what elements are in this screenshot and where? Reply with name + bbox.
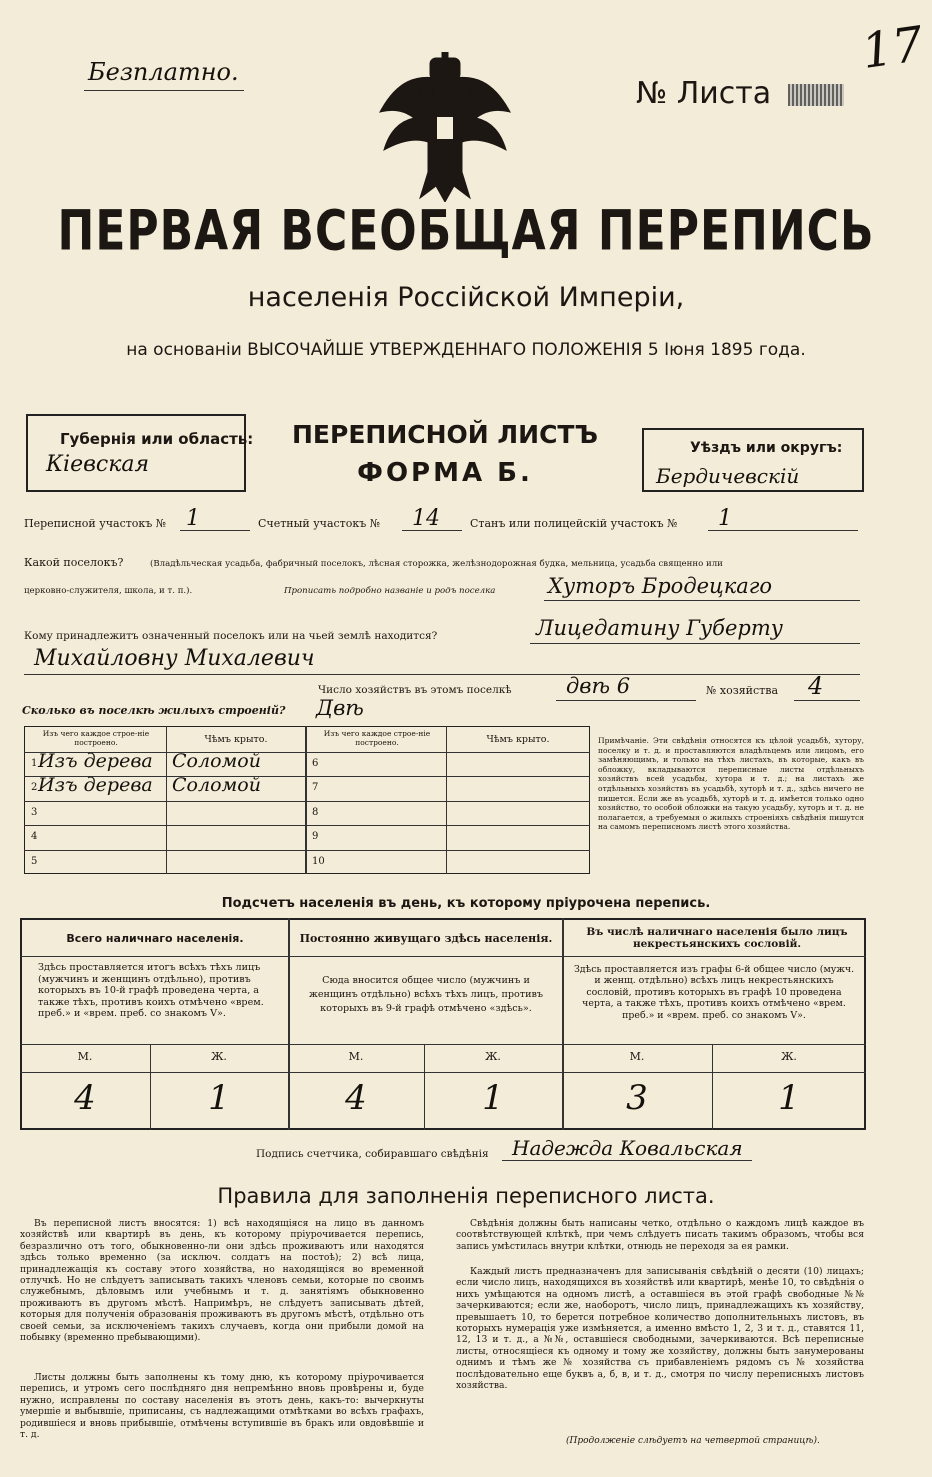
police-area-label-text: Станъ или полицейскій участокъ №	[470, 517, 678, 530]
buildings-label: Сколько въ поселкѣ жилыхъ строеній?	[22, 704, 286, 717]
sheet-number-stamp	[788, 84, 844, 106]
building-roof: Соломой	[172, 774, 261, 797]
tally-value: 1	[208, 1078, 230, 1118]
building-material: Изъ дерева	[38, 750, 153, 772]
households-value: двѣ 6	[566, 674, 631, 698]
male-header: М.	[348, 1050, 364, 1063]
rules-right-paragraph-2: Каждый листъ предназначенъ для записыванія свѣдѣній о десяти (10) лицахъ; если число лицъ, находящихся въ хозяйствѣ или квартирѣ, менѣе 10, то свѣдѣнія о нихъ умѣщаются на одномъ листѣ, а оставшіеся въ этой графѣ свободные №№ зачеркиваются; если же, наоборотъ, число лицъ, принадлежащихъ къ хозяйству, превышаетъ 10, то берется потребное количество дополнительныхъ листовъ, въ которыхъ нумерація уже измѣняется, а именно вмѣсто 1, 2, 3 и т. д., ставятся 11, 12, 13 и т. д., а №№, оставшіеся свободными, зачеркиваются. Всѣ переписные листы, относящіеся къ одному и тому же хозяйству, должны быть занумерованы однимъ и тѣмъ же № хозяйства съ прибавленіемъ рядомъ съ № хозяйства послѣдовательно еще буквъ а, б, в, и т. д., смотря по числу переписныхъ листовъ хозяйства.	[456, 1266, 864, 1392]
tally-col1-title: Всего наличнаго населенія.	[66, 932, 244, 945]
owner-value-1: Лицедатину Губерту	[536, 616, 783, 640]
settlement-value: Хуторъ Бродецкаго	[548, 574, 773, 598]
census-area-value: 1	[186, 506, 200, 531]
rules-left-paragraph-1: Въ переписной листъ вносятся: 1) всѣ находящіяся на лицо въ данномъ хозяйствѣ или квартирѣ въ день, къ которому пріурочивается перепись, безразлично отъ того, обыкновенно-ли они здѣсь проживаютъ или находятся здѣсь только временно (за исключ. солдатъ на постоѣ); 2) всѣ лица, принадлежащія къ составу этого хозяйства, но находящіяся во временной отлучкѣ. Но не слѣдуетъ записывать такихъ членовъ семьи, которые по своимъ служебнымъ, дѣловымъ или учебнымъ и т. д. занятіямъ обыкновенно проживаютъ въ другомъ мѣстѣ. Напримѣръ, не слѣдуетъ записывать дѣтей, которыя для полученія образованія проживаютъ въ другомъ мѣстѣ, отдѣльно отъ своей семьи, за исключеніемъ такихъ случаевъ, когда они прибыли домой на побывку (временно пребывающими).	[20, 1218, 424, 1344]
building-roof: Соломой	[172, 750, 261, 772]
building-material: Изъ дерева	[38, 774, 153, 797]
female-header: Ж.	[781, 1050, 797, 1063]
census-title: ПЕРВАЯ ВСЕОБЩАЯ ПЕРЕПИСЬ	[57, 199, 875, 264]
tally-col3-desc: Здѣсь проставляется изъ графы 6-й общее число (мужч. и женщ. отдѣльно) всѣхъ лицъ некрестьянскихъ сословій, противъ которыхъ въ графѣ 10 проведена черта, а также тѣхъ, противъ коихъ отмѣчено «врем. преб.» и «врем. преб. со знакомъ V».	[573, 964, 855, 1021]
governorate-label: Губернія или область:	[60, 430, 254, 448]
rules-left-paragraph-2: Листы должны быть заполнены къ тому дню, къ которому пріурочивается перепись, и утромъ сего послѣдняго дня непремѣнно вновь провѣрены и, буде нужно, исправлены по составу населенія въ этотъ день, какъ-то: вычеркнуты умершіе и выбывшіе, приписаны, съ надлежащими отмѣтками во всѣхъ графахъ, родившіеся и вновь прибывшіе, отмѣчены вступившіе въ бракъ или овдовѣвшіе и т. д.	[20, 1372, 424, 1441]
households-label: Число хозяйствъ въ этомъ поселкѣ	[318, 684, 512, 696]
tally-value: 4	[345, 1078, 367, 1118]
building-row-number-right: 10	[312, 855, 325, 867]
left-col-roof-header: Чѣмъ крыто.	[204, 734, 268, 745]
male-header: М.	[629, 1050, 645, 1063]
household-number-label: № хозяйства	[706, 684, 778, 697]
census-area-label: Переписной участокъ №	[24, 517, 167, 530]
signature-label: Подпись счетчика, собиравшаго свѣдѣнія	[256, 1148, 489, 1160]
free-underline	[84, 90, 244, 91]
female-header: Ж.	[485, 1050, 501, 1063]
building-row-number: 5	[31, 855, 38, 867]
counting-area-value: 14	[412, 506, 440, 531]
female-header: Ж.	[211, 1050, 227, 1063]
tally-value: 1	[778, 1078, 800, 1118]
signature-value: Надежда Ковальская	[512, 1136, 743, 1160]
building-row-number: 2	[31, 782, 38, 794]
counting-area-label: Счетный участокъ №	[258, 517, 381, 530]
household-number-value: 4	[808, 672, 824, 700]
settlement-question: Какой поселокъ?	[24, 556, 124, 569]
settlement-hint-2: церковно-служителя, школа, и т. п.).	[24, 586, 193, 596]
settlement-hint-1: (Владѣльческая усадьба, фабричный поселокъ, лѣсная сторожка, желѣзнодорожная будка, мельница, усадьба священно или	[150, 559, 723, 569]
tally-heading: Подсчетъ населенія въ день, къ которому пріурочена перепись.	[221, 896, 711, 911]
building-row-number: 1	[31, 758, 38, 769]
corner-number: 17	[858, 16, 927, 80]
form-title: ПЕРЕПИСНОЙ ЛИСТЪ	[292, 420, 598, 449]
rules-continued: (Продолженіе слѣдуетъ на четвертой страницѣ).	[566, 1436, 820, 1446]
tally-col3-title: Въ числѣ наличнаго населенія было лицъ некрестьянскихъ сословій.	[586, 926, 848, 950]
building-row-number: 4	[31, 831, 38, 843]
district-value: Бердичевскій	[656, 464, 800, 488]
tally-value: 1	[482, 1078, 504, 1118]
census-basis: на основаніи ВЫСОЧАЙШЕ УТВЕРЖДЕННАГО ПОЛОЖЕНІЯ 5 Іюня 1895 года.	[126, 340, 806, 360]
district-label: Уѣздъ или округъ:	[690, 440, 843, 456]
sheet-number-label: № Листа	[636, 76, 772, 111]
rules-title: Правила для заполненія переписного листа.	[217, 1184, 715, 1208]
building-row-number: 3	[31, 806, 38, 818]
tally-col2-desc: Сюда вносится общее число (мужчинъ и женщинъ отдѣльно) всѣхъ тѣхъ лицъ, противъ которыхъ въ 9-й графѣ отмѣчено «здѣсь».	[309, 975, 543, 1014]
form-name: ФОРМА Б.	[357, 458, 533, 488]
owner-value-2: Михайловну Михалевич	[34, 646, 315, 671]
tally-value: 4	[74, 1078, 96, 1118]
building-row-number-right: 6	[312, 758, 319, 769]
census-subtitle: населенія Россійской Имперіи,	[247, 282, 685, 313]
right-col-material-header: Изъ чего каждое строе-ніе построено.	[323, 729, 431, 747]
police-area-value: 1	[718, 506, 732, 531]
imperial-eagle-icon	[376, 52, 514, 202]
tally-value: 3	[626, 1078, 648, 1118]
buildings-note: Примѣчаніе. Эти свѣдѣнія относятся къ цѣлой усадьбѣ, хутору, поселку и т. д. и проставляются владѣльцемъ или лицомъ, его замѣняющимъ, и только на тѣхъ листахъ, въ которые, какъ въ обложку, вкладываются переписные листы отдѣльныхъ хозяйствъ всей усадьбы, хутора и т. д.; на листахъ же отдѣльныхъ хозяйствъ въ усадьбѣ, хуторѣ и т. д., здѣсь ничего не пишется. Если же въ усадьбѣ, хуторѣ и т. д. имѣется только одно хозяйство, то особой обложки на такую усадьбу, хуторъ и т. д. не полагается, а требуемыя о жилыхъ строеніяхъ свѣдѣнія пишутся на самомъ переписномъ листѣ этого хозяйства.	[598, 736, 864, 832]
owner-question: Кому принадлежитъ означенный поселокъ или на чьей землѣ находится?	[24, 630, 438, 642]
left-col-material-header: Изъ чего каждое строе-ніе построено.	[42, 729, 150, 747]
rules-right-paragraph-1: Свѣдѣнія должны быть написаны четко, отдѣльно о каждомъ лицѣ каждое въ соотвѣтствующей клѣткѣ, при чемъ слѣдуетъ писать такимъ образомъ, чтобы вся запись умѣстилась внутри клѣтки, отнюдь не переходя за ея рамки.	[456, 1218, 864, 1252]
governorate-value: Кіевская	[46, 452, 150, 477]
settlement-hint-3: Прописать подробно названіе и родъ поселка	[284, 586, 496, 596]
building-row-number-right: 9	[312, 831, 319, 843]
tally-col1-desc: Здѣсь проставляется итогъ всѣхъ тѣхъ лицъ (мужчинъ и женщинъ отдѣльно), противъ которыхъ въ 10-й графѣ проведена черта, а также тѣхъ, противъ коихъ отмѣчено «врем. преб.» и «врем. преб. со знакомъ V».	[38, 962, 264, 1020]
buildings-value: Двѣ	[316, 696, 364, 720]
free-label: Безплатно.	[88, 58, 239, 86]
tally-col2-title: Постоянно живущаго здѣсь населенія.	[299, 932, 553, 945]
building-row-number-right: 8	[312, 806, 319, 818]
male-header: М.	[77, 1050, 93, 1063]
building-row-number-right: 7	[312, 782, 319, 794]
right-col-roof-header: Чѣмъ крыто.	[486, 734, 550, 745]
